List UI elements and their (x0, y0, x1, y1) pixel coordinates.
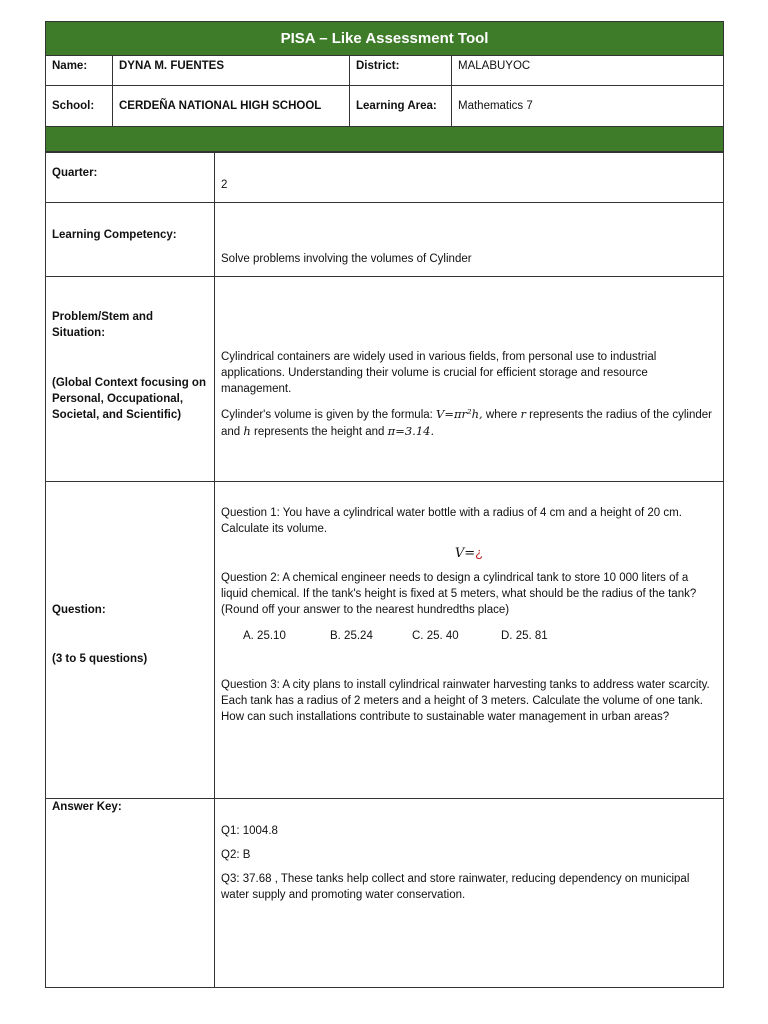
volume-formula: V=πr²h, (436, 407, 483, 421)
choice-a: A. 25.10 (243, 630, 286, 642)
questions-cell (215, 482, 724, 799)
district-value: MALABUYOC (452, 56, 724, 86)
formula-paragraph: Cylinder's volume is given by the formula: V=πr²h, where r represents the radius of the cylinder and h represents the height and π=3.14. (221, 407, 712, 438)
quarter-label: Quarter: (46, 153, 215, 203)
answer-2: Q2: B (221, 849, 251, 861)
learning-area-value: Mathematics 7 (452, 86, 724, 127)
answer-3: Q3: 37.68 , These tanks help collect and store rainwater, reducing dependency on municipal water supply and promoting water conservation. (221, 873, 690, 901)
school-value: CERDEÑA NATIONAL HIGH SCHOOL (113, 86, 350, 127)
answer-key-cell (215, 799, 724, 988)
quarter-value: 2 (215, 153, 724, 203)
header-table (45, 21, 724, 152)
competency-label: Learning Competency: (46, 203, 215, 277)
district-label: District: (350, 56, 452, 86)
assessment-document (45, 21, 723, 988)
question-1: Question 1: You have a cylindrical water bottle with a radius of 4 cm and a height of 20 cm. Calculate its volume. (221, 507, 682, 535)
name-label: Name: (46, 56, 113, 86)
question-count-label: (3 to 5 questions) (52, 653, 148, 665)
learning-area-label: Learning Area: (350, 86, 452, 127)
name-value: DYNA M. FUENTES (113, 56, 350, 86)
choice-d: D. 25. 81 (501, 630, 548, 642)
answer-1: Q1: 1004.8 (221, 825, 278, 837)
problem-paragraph: Cylindrical containers are widely used in various fields, from personal use to industrial applications. Understanding their volume is crucial for efficient storage and resource management. (221, 351, 657, 395)
question-3: Question 3: A city plans to install cylindrical rainwater harvesting tanks to address water scarcity. Each tank has a radius of 2 meters and a height of 3 meters. Calculate the volume of one tank. How can such installations contribute to sustainable water management in urban areas? (221, 679, 710, 723)
answer-key-label: Answer Key: (46, 799, 215, 988)
pi-value: π=3.14. (387, 424, 435, 438)
competency-value: Solve problems involving the volumes of Cylinder (215, 203, 724, 277)
problem-label-cell (46, 277, 215, 482)
green-divider (46, 127, 724, 152)
body-table (45, 152, 724, 988)
document-title: PISA – Like Assessment Tool (46, 22, 724, 56)
q2-choices (243, 628, 717, 644)
q1-formula: V=¿ (454, 545, 484, 561)
problem-text-cell (215, 277, 724, 482)
question-label-cell (46, 482, 215, 799)
question-2: Question 2: A chemical engineer needs to design a cylindrical tank to store 10 000 liters of a liquid chemical. If the tank's height is fixed at 5 meters, what should be the radius of the tank? (Round off your answer to the nearest hundredths place) (221, 572, 697, 616)
question-label: Question: (52, 604, 106, 616)
school-label: School: (46, 86, 113, 127)
choice-b: B. 25.24 (330, 630, 373, 642)
global-context-label: (Global Context focusing on Personal, Occupational, Societal, and Scientific) (52, 377, 206, 421)
choice-c: C. 25. 40 (412, 630, 459, 642)
problem-label: Problem/Stem and Situation: (52, 311, 153, 339)
